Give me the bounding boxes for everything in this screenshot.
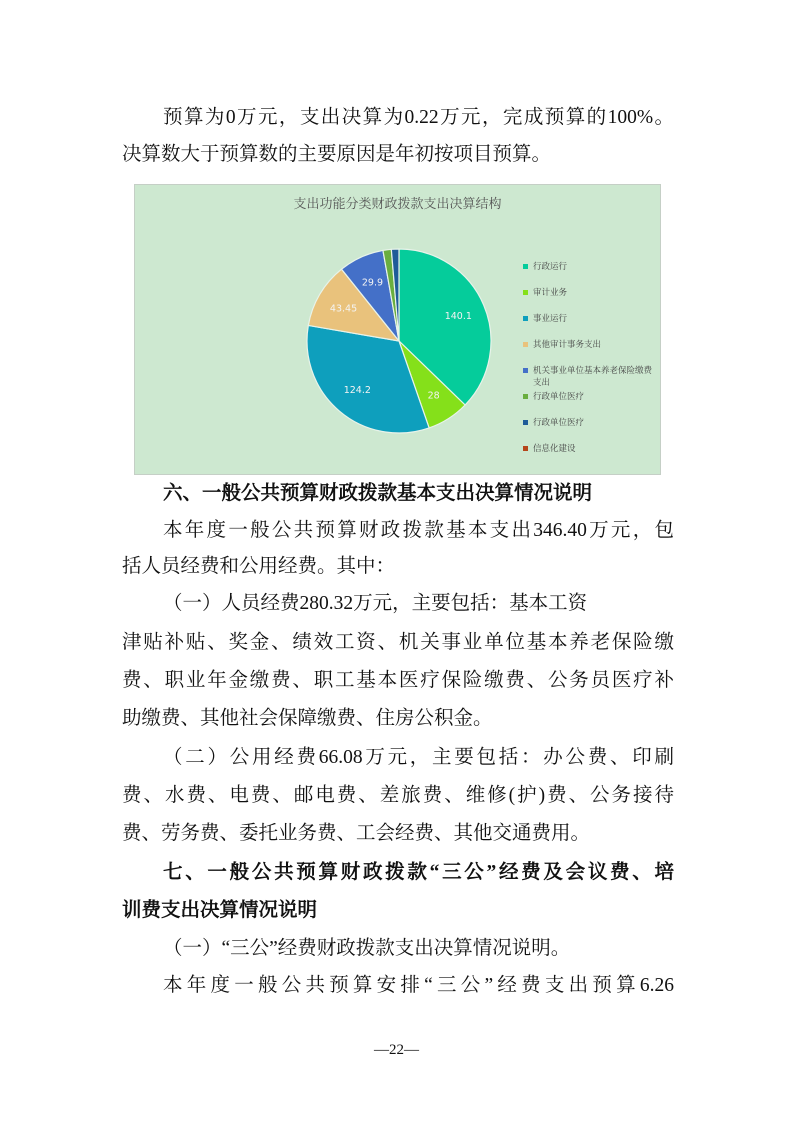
- legend-swatch: [523, 368, 528, 373]
- section-heading-6: 六、一般公共预算财政拨款基本支出决算情况说明: [163, 483, 593, 504]
- legend-item: [523, 339, 658, 351]
- section-heading-7-cont: 训费支出决算情况说明: [122, 900, 318, 921]
- text-line: （一）人员经费280.32万元，主要包括：基本工资: [163, 593, 588, 614]
- page-number: —22—: [374, 1042, 419, 1058]
- text-line: 助缴费、其他社会保障缴费、住房公积金。: [122, 708, 493, 729]
- text-line: 本年度一般公共预算安排“三公”经费支出预算6.26: [163, 975, 674, 996]
- data-label: 43.45: [329, 303, 358, 315]
- text-line: 津贴补贴、奖金、绩效工资、机关事业单位基本养老保险缴: [122, 632, 674, 653]
- chart-title: 支出功能分类财政拨款支出决算结构: [293, 197, 502, 212]
- text-line: 费、劳务费、委托业务费、工会经费、其他交通费用。: [122, 823, 591, 844]
- text-line: 决算数大于预算数的主要原因是年初按项目预算。: [122, 144, 552, 165]
- text-line: 本年度一般公共预算财政拨款基本支出346.40万元，包: [163, 520, 674, 541]
- legend-item: [523, 417, 658, 429]
- data-label: 124.2: [343, 385, 371, 397]
- legend-label: 机关事业单位基本养老保险缴费支出: [533, 366, 653, 388]
- data-label: 140.1: [444, 310, 472, 322]
- legend-swatch: [523, 420, 528, 425]
- text-line: 费、职业年金缴费、职工基本医疗保险缴费、公务员医疗补: [122, 670, 674, 691]
- legend-item: [523, 287, 658, 299]
- legend-label: 行政单位医疗: [533, 392, 585, 402]
- legend-swatch: [523, 316, 528, 321]
- text-line: （一）“三公”经费财政拨款支出决算情况说明。: [163, 938, 571, 959]
- data-label: 29.9: [361, 277, 384, 289]
- legend-swatch: [523, 446, 528, 451]
- text-line: 费、水费、电费、邮电费、差旅费、维修(护)费、公务接待: [122, 785, 674, 806]
- legend-item: [523, 391, 658, 403]
- legend-swatch: [523, 290, 528, 295]
- pie-chart: [134, 184, 661, 475]
- text-line: 预算为0万元，支出决算为0.22万元，完成预算的100%。: [163, 107, 674, 128]
- legend-item: [523, 443, 658, 455]
- legend-label: 行政单位医疗: [533, 418, 585, 428]
- legend-item: [523, 261, 658, 273]
- legend-label: 行政运行: [533, 262, 568, 272]
- legend-label: 信息化建设: [533, 444, 576, 454]
- legend-swatch: [523, 394, 528, 399]
- legend-item: [523, 365, 658, 389]
- legend-item: [523, 313, 658, 325]
- legend-swatch: [523, 342, 528, 347]
- text-line: 括人员经费和公用经费。其中：: [122, 556, 396, 577]
- pie-svg: [135, 185, 662, 476]
- legend-label: 事业运行: [533, 314, 568, 324]
- text-line: （二）公用经费66.08万元，主要包括：办公费、印刷: [163, 747, 674, 768]
- legend-label: 其他审计事务支出: [533, 340, 602, 350]
- section-heading-7: 七、一般公共预算财政拨款“三公”经费及会议费、培: [163, 862, 674, 883]
- data-label: 28: [427, 390, 440, 402]
- legend-swatch: [523, 264, 528, 269]
- legend-label: 审计业务: [533, 288, 568, 298]
